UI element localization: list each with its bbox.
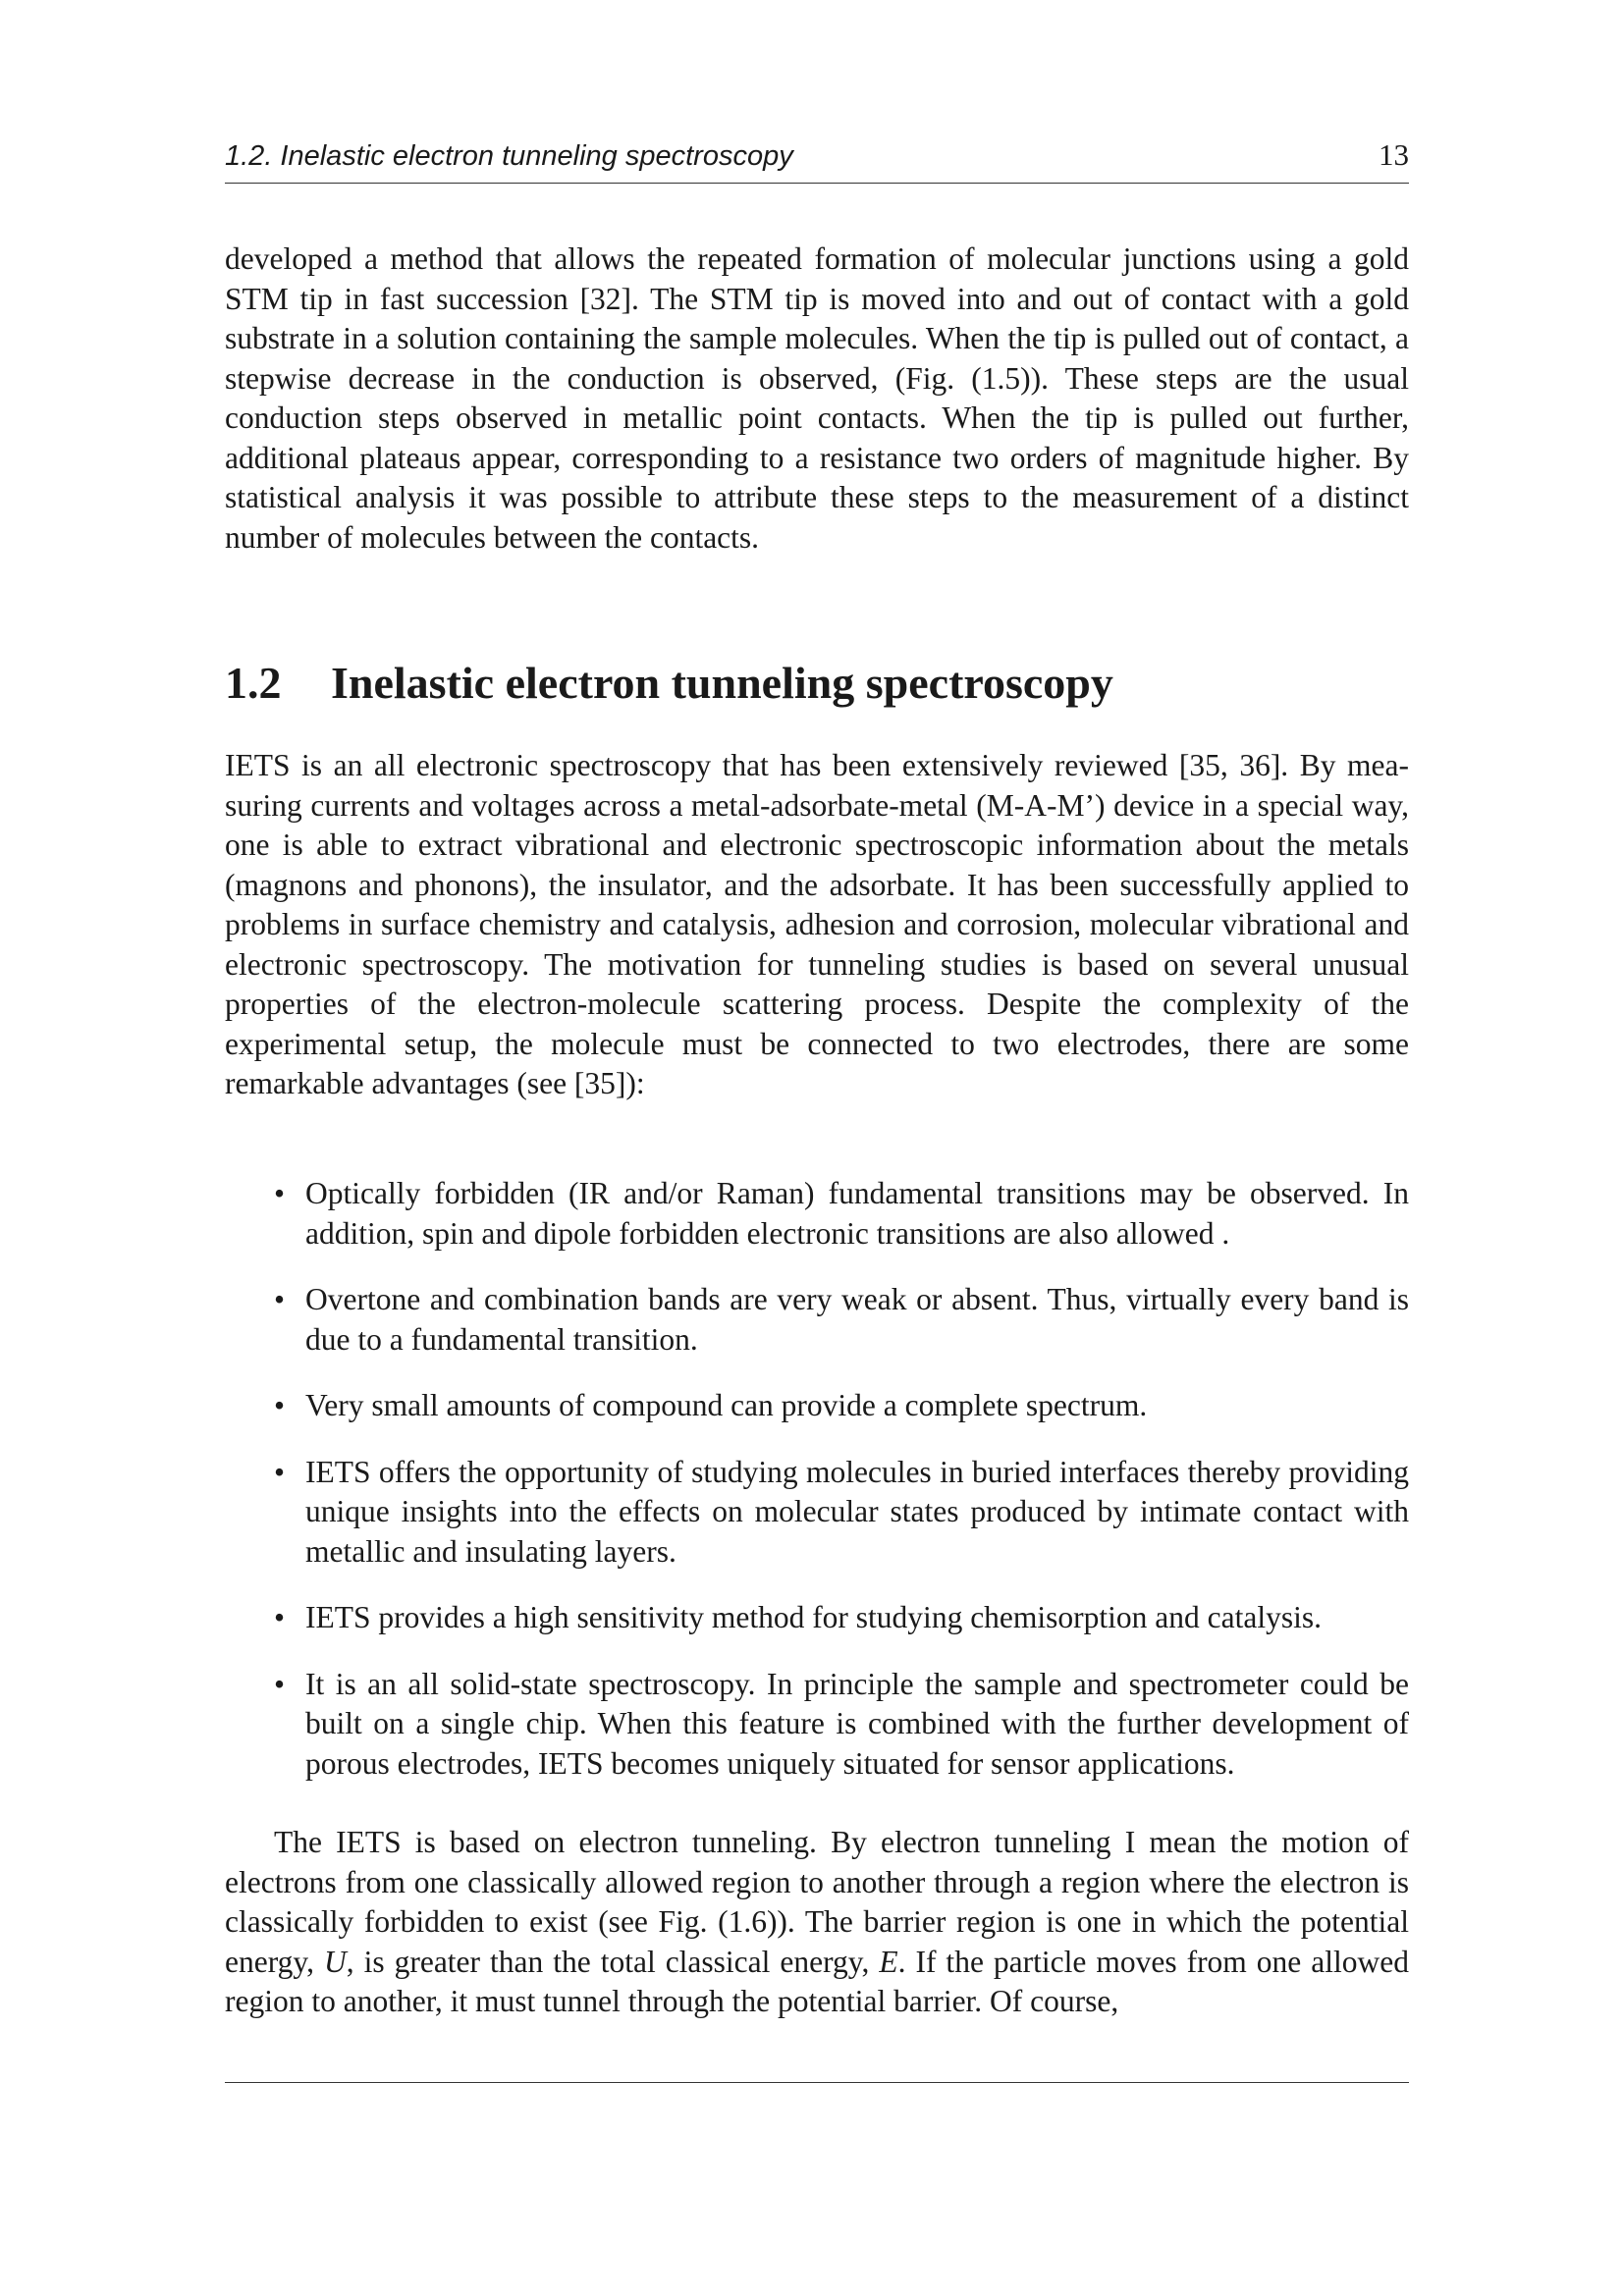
running-head [225, 137, 1409, 174]
paragraph-3-text [225, 1823, 1409, 2022]
list-item [225, 1386, 1409, 1426]
list-item-text: Optically forbidden (IR and/or Raman) fundamental transitions may be observed. In addition, spin and dipole forbidden electronic transitions are also allowed . [305, 1176, 1409, 1251]
list-item-text: IETS provides a high sensitivity method for studying chemisorption and catalysis. [305, 1600, 1322, 1634]
paragraph-2 [225, 746, 1409, 1104]
paragraph-3 [225, 1823, 1409, 2022]
list-item-text: IETS offers the opportunity of studying molecules in buried interfaces thereby providing unique insights into the effects on molecular states produced by intimate contact with metallic and insulating layers. [305, 1454, 1409, 1569]
paragraph-3-part-1: The IETS is based on electron tunneling. By electron tunneling I mean the motion of electrons from one classically allowed region to another through a region where the electron is classically forbidden to exist (see Fig. (1.6)). The barrier region is one in which the potential energy, [225, 1825, 1409, 1979]
bullet-icon: • [274, 1282, 286, 1316]
bullet-icon: • [274, 1176, 286, 1210]
section-number: 1.2 [225, 658, 282, 708]
paragraph-1-text: developed a method that allows the repeated formation of molecular junctions using a gold STM tip in fast succession [32]. The STM tip is moved into and out of contact with a gold substrate in a solution containing the sample molecules. When the tip is pulled out of contact, a stepwise decrease in the conduction is observed, (Fig. (1.5)). These steps are the usual conduction steps observed in metallic point contacts. When the tip is pulled out further, additional plateaus appear, corresponding to a resistance two orders of magnitude higher. By statistical analysis it was possible to attribute these steps to the measurement of a distinct number of molecules between the contacts. [225, 241, 1409, 555]
list-item [225, 1174, 1409, 1254]
list-item-text: It is an all solid-state spectroscopy. In principle the sample and spectrometer could be built on a single chip. When this feature is combined with the further development of porous electrodes, IETS becomes uniquely situated for sensor applications. [305, 1666, 1409, 1781]
paragraph-1 [225, 240, 1409, 558]
section-heading [225, 656, 1409, 711]
list-item [225, 1280, 1409, 1360]
list-item [225, 1598, 1409, 1638]
list-item [225, 1453, 1409, 1573]
header-rule [225, 183, 1409, 184]
advantages-list [225, 1174, 1409, 1810]
bullet-icon: • [274, 1666, 286, 1701]
footer-rule [225, 2082, 1409, 2083]
potential-energy-symbol: U [323, 1944, 347, 1979]
list-item [225, 1665, 1409, 1785]
bullet-icon: • [274, 1454, 286, 1489]
list-item-text: Very small amounts of compound can provide a complete spectrum. [305, 1388, 1148, 1422]
bullet-icon: • [274, 1600, 286, 1634]
paragraph-3-part-2: , is greater than the total classical energy, [346, 1944, 880, 1979]
classical-energy-symbol: E [879, 1944, 898, 1979]
list-item-text: Overtone and combination bands are very weak or absent. Thus, virtually every band is due to a fundamental transition. [305, 1282, 1409, 1357]
paragraph-2-text: IETS is an all electronic spectroscopy that has been extensively reviewed [35, 36]. By measuring currents and voltages across a metal-adsorbate-metal (M-A-M’) device in a special way, one is able to extract vibrational and electronic spectroscopic information about the metals (magnons and phonons), the insulator, and the adsorbate. It has been successfully applied to problems in surface chemistry and catalysis, adhesion and corrosion, molecular vibrational and electronic spectroscopy. The motivation for tunneling studies is based on several unusual properties of the electron-molecule scattering process. Despite the complexity of the experimental setup, the molecule must be connected to two electrodes, there are some remarkable advantages (see [35]): [225, 748, 1409, 1100]
paragraph-3-part-3: . If the particle moves from one allowed region to another, it must tunnel through the potential barrier. Of course, [225, 1944, 1409, 2018]
bullet-icon: • [274, 1388, 286, 1422]
running-head-title: 1.2. Inelastic electron tunneling spectroscopy [225, 140, 793, 172]
page-number: 13 [1379, 137, 1409, 172]
section-title: Inelastic electron tunneling spectroscopy [331, 658, 1113, 708]
